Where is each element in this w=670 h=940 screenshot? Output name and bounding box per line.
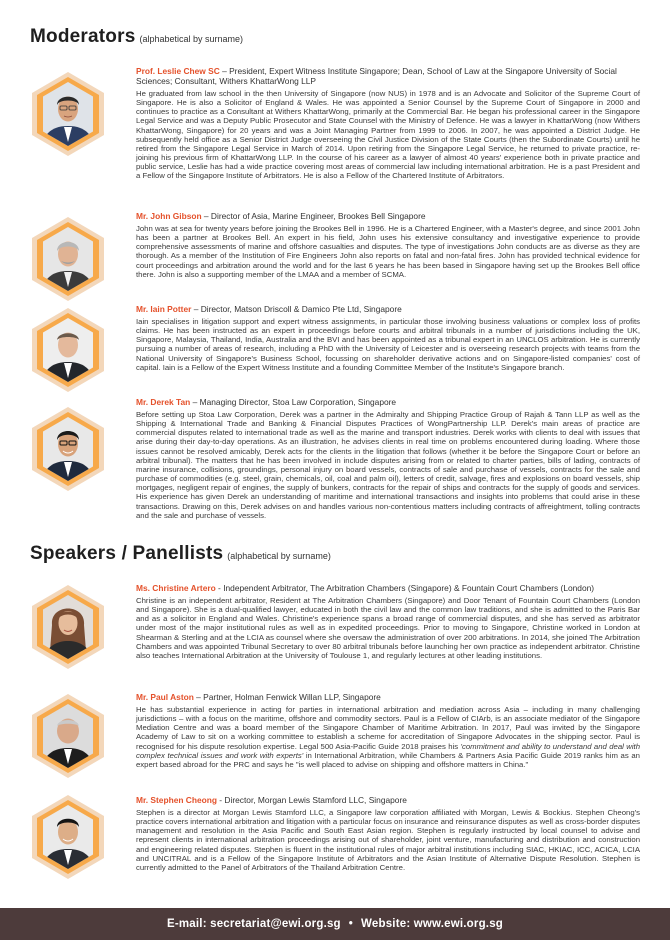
portrait-christine-artero	[30, 585, 106, 669]
moderator-heading: Prof. Leslie Chew SC – President, Expert Witness Institute Singapore; Dean, School of Law at the Singapore University of Social Sciences; Consultant, Withers KhattarWong LLP	[136, 66, 617, 86]
moderator-role: Director, Matson Driscoll & Damico Pte Ltd, Singapore	[200, 304, 402, 314]
moderator-bio: He graduated from law school in the then University of Singapore (now NUS) in 1978 and is an Advocate and Solicitor of the Supreme Court of Singapore. He is also a Solicitor of England & Wales. He was appointed a Senior Counsel by the Supreme Court of Singapore in 2000 and continues to practice as a Consultant at Withers KhattarWong, primarily at the Commercial Bar. He began his professional career in the Singapore Legal Service and was a Deputy Public Prosecutor and State Counsel with the Ministry of Defence. He was a lawyer in KhattarWong (now Withers KhattarWong, Singapore) for 20 years and was a Joint Managing Partner from 1999 to 2006. In 2007, he was appointed a District Judge. He subsequently held office as a Senior District Judge overseeing the Civil Justice Division of the State Courts (then the Subordinate Courts) until he retired from the Singapore Legal Service in March of 2014. Upon retiring from the Singapore Legal Service, he returned to private practice, re-joining his previous firm of KhattarWong LLP. In the course of his career as a lawyer of almost 40 years' experience both in private practice and public service, Leslie has had a wide practice covering most areas of commercial law including international arbitration. He is a past President and a Fellow of the Singapore Institute of Arbitrators. He is also a Fellow of the Chartered Institute of Arbitrators.	[136, 89, 640, 181]
moderators-heading	[30, 26, 243, 48]
moderator-name: Mr. Iain Potter	[136, 304, 192, 314]
speaker-bio-part: He has substantial experience in acting for parties in international arbitration and mediation across Asia – including in many challenging jurisdictions – with a focus on the maritime, offshore and commodity sectors. Paul is a Fellow of CIArb, is an associate mediator of the Singapore Mediation Centre and was a board member of the Singapore Chamber of Maritime Arbitration. In 2017, Paul was invited by the Singapore Academy of Law to sit on a working committee to establish a scheme for accreditation of Singapore Advocates in the shipping sector. Paul is recognised for his dispute resolution expertise. Legal 500 Asia-Pacific Guide 2018 praises his	[136, 705, 640, 751]
speaker-role: Independent Arbitrator, The Arbitration Chambers (Singapore) & Fountain Court Chambers (London)	[223, 583, 595, 593]
portrait-derek-tan	[30, 407, 106, 491]
portrait-leslie-chew	[30, 72, 106, 156]
speaker-heading: Mr. Paul Aston – Partner, Holman Fenwick Willan LLP, Singapore	[136, 692, 381, 702]
moderator-name: Prof. Leslie Chew SC	[136, 66, 220, 76]
speaker-bio: Christine is an independent arbitrator, Resident at The Arbitration Chambers (Singapore) and Door Tenant of Fountain Court Chambers (London and Singapore). She is a dual-qualified lawyer, educated in both the civil law and the common law traditions, and she is admitted to the Paris Bar and as a solicitor in England and Wales. Christine's experience spans a broad range of commercial disputes, and she has served as arbitrator under most of the major institutional rules as well as in expedited proceedings. Prior to moving to Singapore, Christine worked in London at Shearman & Sterling and at the LCIA as counsel where she oversaw the administration of over 200 arbitrations. In 2014, she joined The Arbitration Chambers and was appointed Tribunal Secretary to over 80 arbitral tribunals before launching her own practice as independent arbitrator. Christine also teaches International Arbitration at the University of Toulouse 1, and regularly lectures at other leading institutions.	[136, 596, 640, 660]
speaker-heading: Mr. Stephen Cheong - Director, Morgan Lewis Stamford LLC, Singapore	[136, 795, 407, 805]
moderator-role: President, Expert Witness Institute Singapore; Dean, School of Law at the Singapore University of Social Sciences; Consultant, Withers KhattarWong LLP	[136, 66, 617, 86]
speaker-name: Ms. Christine Artero	[136, 583, 216, 593]
footer-separator: •	[348, 918, 354, 930]
moderator-name: Mr. Derek Tan	[136, 397, 191, 407]
speaker-role: Director, Morgan Lewis Stamford LLC, Singapore	[224, 795, 407, 805]
portrait-john-gibson	[30, 217, 106, 301]
moderator-heading: Mr. Iain Potter – Director, Matson Driscoll & Damico Pte Ltd, Singapore	[136, 304, 402, 314]
speaker-bio: Stephen is a director at Morgan Lewis Stamford LLC, a Singapore law corporation affiliated with Morgan, Lewis & Bockius. Stephen Cheong's practice covers international arbitration and litigation with a particular focus on insurance and reinsurance disputes as well as cross-border disputes management and resolution in the Asia Pacific and South East Asian region. Stephen is regularly instructed by local counsel to advise and represent clients in international arbitration proceedings arising out of shareholder, joint venture, manufacturing and distribution and construction and engineering related disputes. Stephen is fluent in the institutional rules of major arbitral institutions including SIAC, HKIAC, ICC, ACICA, LCIA and UNCITRAL and is a Fellow of the Singapore Institute of Arbitrators and the Asian Institute of Alternative Dispute Resolution. Stephen is currently admitted to the Panel of Arbitrators of the Thailand Arbitration Centre.	[136, 808, 641, 872]
portrait-stephen-cheong	[30, 795, 106, 879]
moderator-bio: Before setting up Stoa Law Corporation, Derek was a partner in the Admiralty and Shipping Practice Group of Rajah & Tann LLP as well as the Shipping & International Trade and Banking & Financial Disputes Practices of WongPartnership LLP. Derek's main areas of practice are commercial disputes related to international trade as well as the marine and transport industries. Derek works with clients to deal with issues that arise during their day-to-day operations. As an illustration, he advises clients in real time on problems encountered during loading. Where those issues cannot be resolved amicably, Derek acts for the clients in the litigation that follows (whether it be before the Singapore Court or before an arbitral tribunal). The matters that he has been involved in include disputes arising from or related to charter parties, bills of lading, contracts of marine insurance, collisions, groundings, personal injury on board vessels, contracts of sale and purchase of vessels, contracts for the sale and purchase of commodities (e.g. steel, grain, chemicals, oil, coal and palm oil), letters of credit, salvage, fires and explosions on board vessels, ship mortgages, negligent repair of engines, the supply of bunkers, contracts for the repair of ships and contracts for the supply of goods and services. His experience has given Derek an understanding of maritime and international transactions and insights into problems that could arise in these transactions. Drawing on this, Derek advises on and handles various non-contentious matters including contracts of affreightment, tolling contracts and the sale and purchase of vessels.	[136, 410, 640, 520]
speaker-bio-part: in International Arbitration, while Chambers & Partners Asia Pacific Guide 2019 ranks him as an expert based abroad for the PRC and says he "is well placed to advise on shipping and offshore matters in China."	[136, 750, 640, 769]
speaker-bio	[136, 705, 640, 769]
moderators-title: Moderators	[30, 26, 136, 47]
moderator-bio: Iain specialises in litigation support and expert witness assignments, in particular those involving business valuations or complex loss of profits claims. He has been instructed as an expert in proceedings before courts and arbitral tribunals in a number of jurisdictions including the UK, Singapore, Malaysia, Thailand, India, Australia and the BVI and has been appointed as a tribunal expert in an UNCLOS arbitration. He is currently pursuing a number of areas of research, including a PhD with the University of Leicester and is overseeing research projects with teams from the National University of Singapore's Business School, focussing on shareholder derivative actions and on Singapore-listed companies' cost of capital. Iain is a Fellow of the Expert Witness Institute and a founding Committee Member of the Institute's Singapore branch.	[136, 317, 640, 372]
speaker-bio-quote: 'commitment and ability to understand and deal with complex technical issues and work with experts'	[136, 741, 641, 760]
moderator-bio: John was at sea for twenty years before joining the Brookes Bell in 1996. He is a Chartered Engineer, with a Master's degree, and since 2001 John has been a partner at Brookes Bell. An expert in his field, John uses his extensive consultancy and investigative experience to provide comprehensive assessments of marine and offshore casualties and disputes. The type of investigations John conducts are as diverse as they are thorough. As a member of the Institution of Fire Engineers John also reports on fatal and non-fatal fires. John has provided technical evidence for court proceedings and arbitration around the world and for the last 6 years he has been based in Singapore having set up the Brookes Bell office there. John is also a supporting member of the LMAA and a member of SCMA.	[136, 224, 640, 279]
speaker-heading: Ms. Christine Artero - Independent Arbitrator, The Arbitration Chambers (Singapore) & Fountain Court Chambers (London)	[136, 583, 595, 593]
moderator-name: Mr. John Gibson	[136, 211, 202, 221]
moderator-role: Managing Director, Stoa Law Corporation, Singapore	[199, 397, 397, 407]
speaker-name: Mr. Stephen Cheong	[136, 795, 217, 805]
footer-website-link[interactable]: Website: www.ewi.org.sg	[361, 918, 504, 930]
portrait-paul-aston	[30, 694, 106, 778]
moderator-role: Director of Asia, Marine Engineer, Brookes Bell Singapore	[210, 211, 426, 221]
speakers-heading	[30, 543, 331, 565]
moderator-heading: Mr. John Gibson – Director of Asia, Marine Engineer, Brookes Bell Singapore	[136, 211, 426, 221]
moderators-subtitle: (alphabetical by surname)	[139, 34, 244, 44]
moderator-heading: Mr. Derek Tan – Managing Director, Stoa Law Corporation, Singapore	[136, 397, 397, 407]
speaker-name: Mr. Paul Aston	[136, 692, 194, 702]
speaker-role: Partner, Holman Fenwick Willan LLP, Singapore	[203, 692, 381, 702]
speakers-subtitle: (alphabetical by surname)	[227, 551, 331, 561]
portrait-iain-potter	[30, 308, 106, 392]
speakers-title: Speakers / Panellists	[30, 543, 224, 564]
footer-bar	[0, 908, 670, 940]
footer-email-link[interactable]: E-mail: secretariat@ewi.org.sg	[166, 918, 341, 930]
